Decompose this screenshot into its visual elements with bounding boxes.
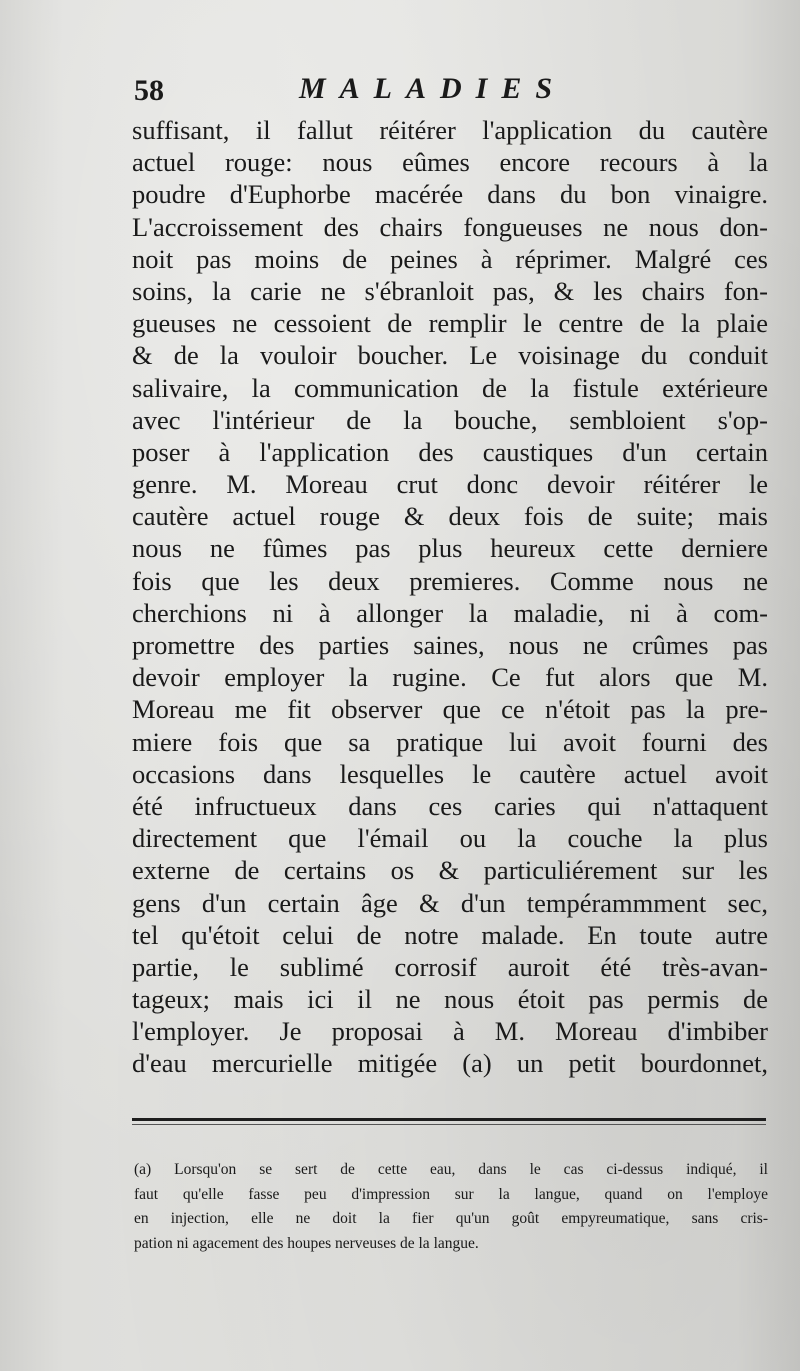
footnote-line: (a) Lorsqu'on se sert de cette eau, dans le cas ci-dessus indiqué, il [134, 1161, 768, 1178]
text-line: actuel rouge: nous eûmes encore recours à la [132, 147, 768, 178]
text-line: gueuses ne cessoient de remplir le centre de la plaie [132, 308, 768, 339]
footnote-separator-rule [132, 1118, 766, 1121]
text-line: l'employer. Je proposai à M. Moreau d'imbiber [132, 1016, 768, 1047]
page-header [134, 72, 774, 112]
text-line: cherchions ni à allonger la maladie, ni à com- [132, 597, 768, 628]
text-line: externe de certains os & particuliérement sur les [132, 855, 768, 886]
text-line: salivaire, la communication de la fistule extérieure [132, 372, 768, 403]
text-line: fois que les deux premieres. Comme nous ne [132, 565, 768, 596]
text-line: avec l'intérieur de la bouche, sembloient s'op- [132, 404, 768, 435]
text-line: directement que l'émail ou la couche la plus [132, 823, 768, 854]
text-line: genre. M. Moreau crut donc devoir réitérer le [132, 469, 768, 500]
text-line: d'eau mercurielle mitigée (a) un petit bourdonnet, [132, 1048, 768, 1079]
text-line: & de la vouloir boucher. Le voisinage du conduit [132, 340, 768, 371]
footnote-line: pation ni agacement des houpes nerveuses de la langue. [134, 1234, 479, 1252]
footnote-line: faut qu'elle fasse peu d'impression sur la langue, quand on l'employe [134, 1185, 768, 1203]
running-head: MALADIES [299, 72, 567, 105]
text-line: Moreau me fit observer que ce n'étoit pas la pre- [132, 694, 768, 725]
body-text [132, 114, 768, 1080]
text-line: nous ne fûmes pas plus heureux cette derniere [132, 533, 768, 564]
text-line: miere fois que sa pratique lui avoit fourni des [132, 726, 768, 757]
text-line: L'accroissement des chairs fongueuses ne nous don- [132, 211, 768, 242]
text-line: promettre des parties saines, nous ne crûmes pas [132, 630, 768, 660]
text-line: noit pas moins de peines à réprimer. Malgré ces [132, 243, 768, 274]
footnote [134, 1158, 768, 1256]
page-number: 58 [134, 74, 164, 107]
text-line: occasions dans lesquelles le cautère actuel avoit [132, 758, 768, 789]
text-line: cautère actuel rouge & deux fois de suite; mais [132, 501, 768, 532]
text-line: tageux; mais ici il ne nous étoit pas permis de [132, 984, 768, 1015]
text-line: partie, le sublimé corrosif auroit été très-avan- [132, 951, 768, 982]
footnote-line: en injection, elle ne doit la fier qu'un goût empyreumatique, sans cris- [134, 1210, 768, 1227]
text-line: été infructueux dans ces caries qui n'attaquent [132, 790, 768, 821]
text-line: soins, la carie ne s'ébranloit pas, & les chairs fon- [132, 275, 768, 306]
text-line: poser à l'application des caustiques d'un certain [132, 436, 768, 467]
text-line: tel qu'étoit celui de notre malade. En toute autre [132, 919, 768, 950]
text-line: devoir employer la rugine. Ce fut alors que M. [132, 662, 768, 693]
text-line: gens d'un certain âge & d'un tempérammment sec, [132, 887, 768, 918]
text-line: suffisant, il fallut réitérer l'application du cautère [132, 115, 768, 145]
text-line: poudre d'Euphorbe macérée dans du bon vinaigre. [132, 179, 768, 210]
